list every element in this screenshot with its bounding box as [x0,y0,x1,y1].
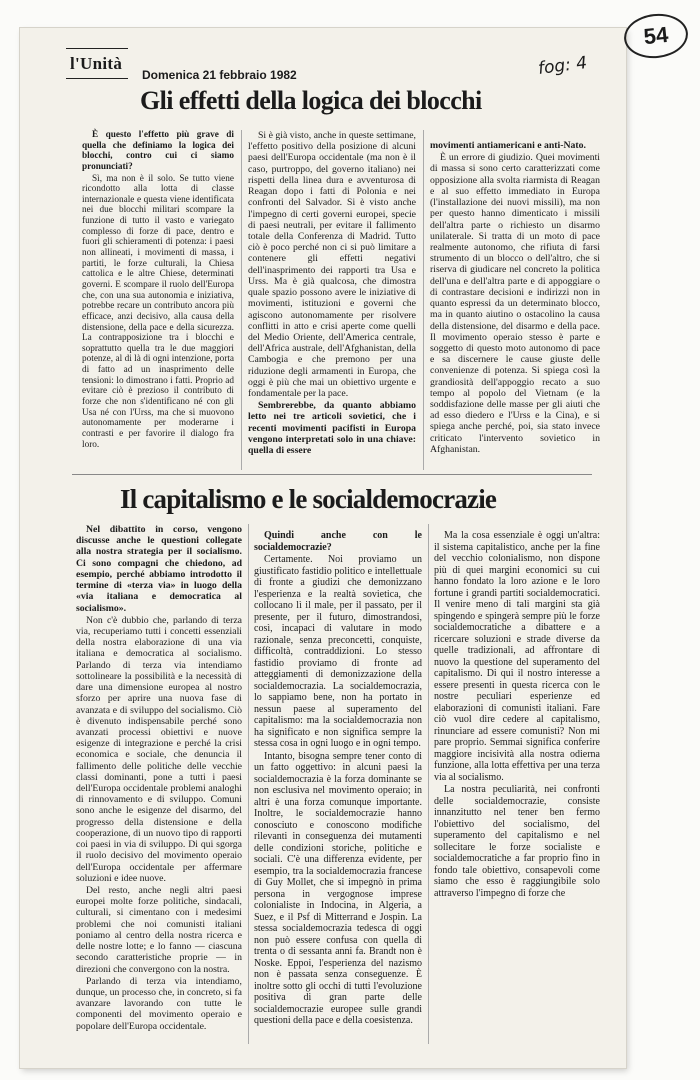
article2-paragraph: Intanto, bisogna sempre tener conto di un fatto oggettivo: in alcuni paesi la socialdemocrazia è la forza dominante se non esclusiva nel movimento operaio; in altri è una forza comunque importante. Inoltre, le socialdemocrazie hanno conosciuto e conoscono modifiche rilevanti in conseguenza dei mutamenti delle condizioni storiche, politiche e sociali. C'è una differenza evidente, per esempio, tra la socialdemocrazia francese di Guy Mollet, che si impegnò in prima persona in vergognose imprese colonialiste in Indocina, in Algeria, a Suez, e il Psf di Mitterrand e Jospin. La stessa socialdemocrazia tedesca di oggi non può essere confusa con quella di trenta o di sessanta anni fa. Brandt non è Noske. Eppoi, l'esperienza del nazismo non è passata senza conseguenze. È inoltre sotto gli occhi di tutti l'evoluzione positiva di gran parte delle socialdemocrazie europee sulle grandi questioni della pace e della coesistenza. [254,750,422,1026]
article2-column-1 [76,524,242,1033]
article2-lead: Nel dibattito in corso, vengono discusse anche le questioni collegate alla nostra strategia per il socialismo. Ci sono compagni che chiedono, ad esempio, perché abbiamo introdotto il termine di «terza via» in luogo della «via italiana e democratica al socialismo». [76,524,242,614]
article2-paragraph: Certamente. Noi proviamo un giustificato fastidio politico e intellettuale di fronte a giudizi che demonizzano l'esperienza e la realtà sovietica, che collocano lì il male, per il passato, per il presente, per il futuro, dimostrandosi, così, incapaci di valutare in modo razionale, senza preconcetti, conquiste, difficoltà, contraddizioni. Lo stesso fastidio proviamo di fronte ad atteggiamenti di demonizzazione della socialdemocrazia. La socialdemocrazia, lo sappiamo bene, non ha portato in nessun paese al superamento del capitalismo: ma la socialdemocrazia non ha significato e non significa sempre la stessa cosa in ogni luogo e in ogni tempo. [254,554,422,749]
article2-title: Il capitalismo e le socialdemocrazie [120,484,497,514]
article2-paragraph: Parlando di terza via intendiamo, dunque, un processo che, in concreto, si fa avanzare lavorando con tutte le componenti del movimento operaio e popolare dell'Europa occidentale. [76,975,242,1032]
dateline: Domenica 21 febbraio 1982 [142,68,297,82]
article1-paragraph: È un errore di giudizio. Quei movimenti di massa si sono certo caratterizzati come opposizione alla svolta riarmista di Reagan e al suo effetto immediato in Europa (l'installazione dei nuovi missili), ma non per questo hanno dimenticato i missili dell'altra parte o richiesto un disarmo unilaterale. Si tratta di un moto di pace realmente autonomo, che rifiuta di farsi strumento di un blocco o dell'altro, che si riserva di giudicare nel concreto la politica dell'una e dell'altra parte e di appoggiare o di contrastare decisioni e indirizzi non in quanto espressi da un determinato blocco, ma in quanto aiutino o ostacolino la causa della distensione, del disarmo e della pace. Il movimento operaio stesso è parte e soggetto di questo moto autonomo di pace e sa discernere le cause giuste delle convenienze di potenza. Si spiega così la grandiosità dell'appoggio recato a suo tempo al popolo del Vietnam (e la soddisfazione delle masse per gli aiuti che ad esso diedero e l'Urss e la Cina), e si spiega anche perché, poi, sia stato invece criticato l'intervento sovietico in Afghanistan. [430,152,600,455]
section-divider [72,474,592,475]
article1-paragraph: Sì, ma non è il solo. Se tutto viene ricondotto alla lotta di classe internazionale e questa viene identificata nei due blocchi militari scompare la funzione di tutto il vasto e variegato complesso di forze di pace, dentro e fuori gli schieramenti di potenza: i paesi non allineati, i movimenti di massa, i partiti, le forze culturali, la Chiesa cattolica e le altre Chiese, determinati governi. E scompare il ruolo dell'Europa che, con una sua autonomia e iniziativa, potrebbe recare un contributo ancora più efficace, anzi decisivo, alla causa della distensione, della pace e della sicurezza. La contrapposizione tra i blocchi e soprattutto quella tra le due maggiori potenze, al di là di ogni intenzione, porta di fatto ad un inasprimento delle tensioni: lo dimostrano i fatti. Proprio ad evitare ciò è prezioso il contributo di forze che non s'identificano né con gli Usa né con l'Urss, ma che si muovono autonomamente per moderarne i contrasti e per favorire il dialogo fra loro. [82,173,234,450]
column-divider [428,524,429,1044]
article2-column-2 [254,530,422,1028]
article2-paragraph: La nostra peculiarità, nei confronti delle socialdemocrazie, consiste innanzitutto nel tener ben fermo l'obiettivo del socialismo, del superamento del capitalismo e nel sollecitare le forze socialiste e socialdemocratiche a far proprio fino in fondo tale obiettivo, consapevoli come siamo che esso è raggiungibile solo attraverso l'impegno di forze che [434,784,600,899]
article1-column-3 [430,140,600,456]
article1-column-2 [248,130,416,457]
article2-paragraph: Ma la cosa essenziale è oggi un'altra: il sistema capitalistico, anche per la fine del vecchio colonialismo, non dispone più di quei margini economici su cui hanno fondato la loro azione e le loro fortune i grandi partiti socialdemocratici. Il venire meno di tali margini sta già spingendo e spingerà sempre più le forze socialdemocratiche a dibattere e a ricercare soluzioni e strade diverse da quelle tradizionali, ad affrontare di nuovo la questione del superamento del capitalismo. Di qui il nostro interesse a essere presenti in questa ricerca con le nostre peculiari esperienze ed elaborazioni di comunisti italiani. Fare ciò vuol dire cedere al capitalismo, rinunciare ad essere comunisti? Non mi pare proprio. Semmai significa conferire maggiore incisività alla nostra odierna funzione, alla lotta effettiva per una terza via al socialismo. [434,530,600,783]
article2-paragraph: Non c'è dubbio che, parlando di terza via, recuperiamo tutti i concetti essenziali della nostra elaborazione di una via italiana e democratica al socialismo. Parlando di terza via intendiamo sottolineare la possibilità e la necessità di dare una dimensione europea al nostro sforzo per aprire una nuova fase di avanzata e di sviluppo del socialismo. Ciò è divenuto indispensabile perché sono avanzati processi obiettivi e nuove esigenze di integrazione e perché la crisi economica e sociale, che denuncia il fallimento delle politiche delle vecchie classi dominanti, pone a tutti i paesi dell'Europa occidentale problemi analoghi di rinnovamento e di sviluppo. Comuni sono anche le esigenze del disarmo, del progresso della distensione e della cooperazione, di un nuovo tipo di rapporti coi paesi in via di sviluppo. Di qui sgorga il ruolo decisivo del movimento operaio dell'Europa occidentale per affermare soluzioni e idee nuove. [76,614,242,884]
column-divider [241,130,242,470]
article2-column-3 [434,530,600,900]
column-divider [248,524,249,1044]
masthead: l'Unità [70,54,123,73]
article1-column-1 [82,130,234,451]
article1-question-continued: movimenti antiamericani e anti-Nato. [430,140,586,151]
article1-lead: È questo l'effetto più grave di quella che definiamo la logica dei blocchi, contro cui ci siamo pronunciati? [82,130,234,172]
page-number: 54 [642,21,670,50]
article1-question: Sembrerebbe, da quanto abbiamo letto nei tre articoli sovietici, che i recenti movimenti pacifisti in Europa vengono interpretati solo in una chiave: quella di essere [248,400,416,457]
page-number-circle [622,11,690,61]
article1-title: Gli effetti della logica dei blocchi [140,86,482,115]
masthead-rule [66,78,128,79]
article1-paragraph: Si è già visto, anche in queste settimane, l'effetto positivo della posizione di alcuni paesi dell'Europa occidentale (ma non è il caso, purtroppo, del governo italiano) nei rispetti della linea dura e avventurosa di Reagan dopo i fatti di Polonia e nei confronti del Salvador. Si è visto anche l'impegno di certi governi europei, specie di paesi neutrali, per evitare il fallimento totale della Conferenza di Madrid. Tutto ciò è poco perché non ci si può limitare a contenere gli effetti negativi dell'inasprimento dei rapporti tra Usa e Urss. Ma è già qualcosa, che dimostra quale spazio possono avere le iniziative di movimenti, istituzioni e governi che agiscono autonomamente per risolvere conflitti in atto e crisi aperte come quelli del Medio Oriente, dell'America centrale, dell'Africa australe, dell'Afghanistan, della Cambogia e che premono per una riduzione degli armamenti in Europa, che oggi è più che mai un obiettivo urgente e fondamentale per la pace. [248,130,416,400]
masthead-top-rule [66,48,128,49]
handwritten-note: fog: 4 [536,53,589,79]
article2-paragraph: Del resto, anche negli altri paesi europei molte forze politiche, sindacali, culturali, si cimentano con i medesimi problemi che noi comunisti italiani poniamo al centro della nostra ricerca e delle nostre lotte; e lo fanno — ciascuna secondo caratteristiche proprie — in direzioni che convergono con la nostra. [76,885,242,975]
column-divider [423,130,424,470]
article2-question: Quindi anche con le socialdemocrazie? [254,530,422,553]
